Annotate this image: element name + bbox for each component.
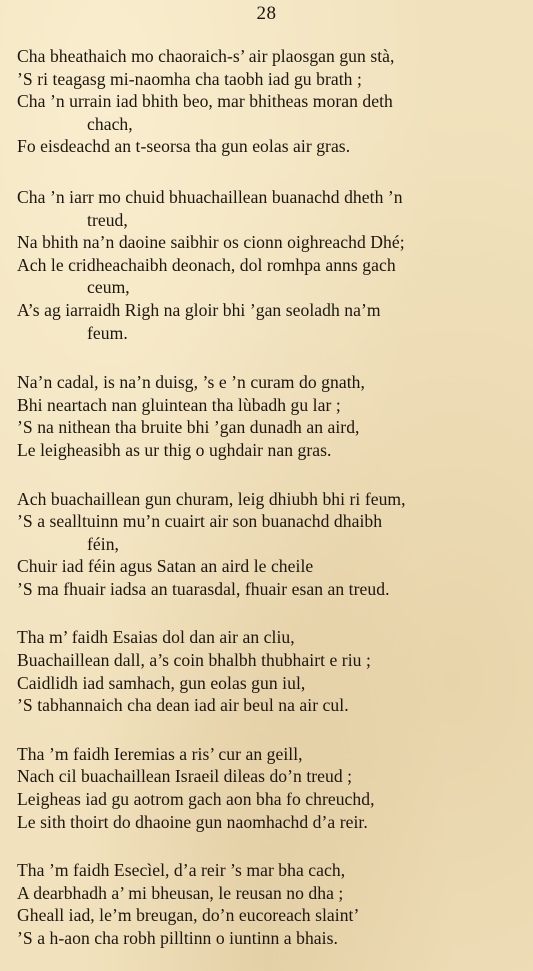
- poem-line: Nach cil buachaillean Israeil dileas do’n treud ;: [17, 766, 353, 787]
- poem-line-continuation: treud,: [87, 209, 128, 230]
- poem-line: Cha ’n iarr mo chuid bhuachaillean buanachd dheth ’n: [17, 186, 403, 207]
- poem-line: Bhi neartach nan gluintean tha lùbadh gu lar ;: [17, 394, 341, 415]
- stanza-5: [17, 626, 517, 716]
- poem-line: Ach buachaillean gun churam, leig dhiubh bhi ri feum,: [17, 488, 406, 509]
- poem-body: [17, 45, 517, 950]
- poem-line-continuation: feum.: [87, 322, 128, 343]
- poem-line: ’S ma fhuair iadsa an tuarasdal, fhuair esan an treud.: [17, 578, 390, 599]
- poem-line: Caidlidh iad samhach, gun eolas gun iul,: [17, 672, 306, 693]
- poem-line: Leigheas iad gu aotrom gach aon bha fo chreuchd,: [17, 789, 375, 810]
- stanza-3: [17, 371, 517, 461]
- poem-line: Cha bheathaich mo chaoraich-s’ air plaosgan gun stà,: [17, 46, 395, 66]
- stanza-7: [17, 859, 517, 949]
- poem-line: Tha ’m faidh Esecìel, d’a reir ’s mar bha cach,: [17, 860, 346, 881]
- stanza-6: [17, 743, 517, 833]
- poem-line: Ach le cridheachaibh deonach, dol romhpa anns gach: [17, 254, 396, 275]
- page-number: 28: [256, 3, 277, 24]
- poem-line: Tha m’ faidh Esaias dol dan air an cliu,: [17, 627, 295, 648]
- poem-line: Chuir iad féin agus Satan an aird le cheile: [17, 556, 314, 577]
- poem-line: Na’n cadal, is na’n duisg, ’s e ’n curam do gnath,: [17, 372, 365, 393]
- poem-line-continuation: ceum,: [87, 277, 130, 298]
- poem-line-continuation: chach,: [87, 113, 133, 134]
- poem-line: ’S a sealltuinn mu’n cuairt air son buanachd dhaibh: [17, 511, 383, 532]
- poem-line: Na bhith na’n daoine saibhir os cionn oighreachd Dhé;: [17, 232, 405, 253]
- stanza-1: [17, 45, 517, 158]
- poem-line: ’S tabhannaich cha dean iad air beul na air cul.: [17, 695, 349, 716]
- poem-line: A’s ag iarraidh Righ na gloir bhi ’gan seoladh na’m: [17, 299, 381, 320]
- poem-line-continuation: féin,: [87, 533, 120, 554]
- poem-line: ’S a h-aon cha robh pilltinn o iuntinn a bhais.: [17, 928, 338, 948]
- poem-line: Fo eisdeachd an t-seorsa tha gun eolas air gras.: [17, 136, 351, 157]
- stanza-4: [17, 488, 517, 601]
- poem-line: ’S ri teagasg mi-naomha cha taobh iad gu brath ;: [17, 68, 362, 89]
- poem-line: ’S na nithean tha bruite bhi ’gan dunadh an aird,: [17, 417, 360, 438]
- poem-line: Cha ’n urrain iad bhith beo, mar bhitheas moran deth: [17, 91, 393, 112]
- stanza-2: [17, 186, 517, 344]
- poem-line: Le leigheasibh as ur thig o ughdair nan gras.: [17, 439, 332, 460]
- poem-line: Buachaillean dall, a’s coin bhalbh thubhairt e riu ;: [17, 650, 371, 671]
- poem-line: Le sith thoirt do dhaoine gun naomhachd d’a reir.: [17, 811, 368, 832]
- poem-line: Gheall iad, le’m breugan, do’n eucoreach slaint’: [17, 905, 360, 926]
- poem-line: A dearbhadh a’ mi bheusan, le reusan no dha ;: [17, 882, 344, 903]
- poem-line: Tha ’m faidh Ieremias a ris’ cur an geill,: [17, 743, 303, 764]
